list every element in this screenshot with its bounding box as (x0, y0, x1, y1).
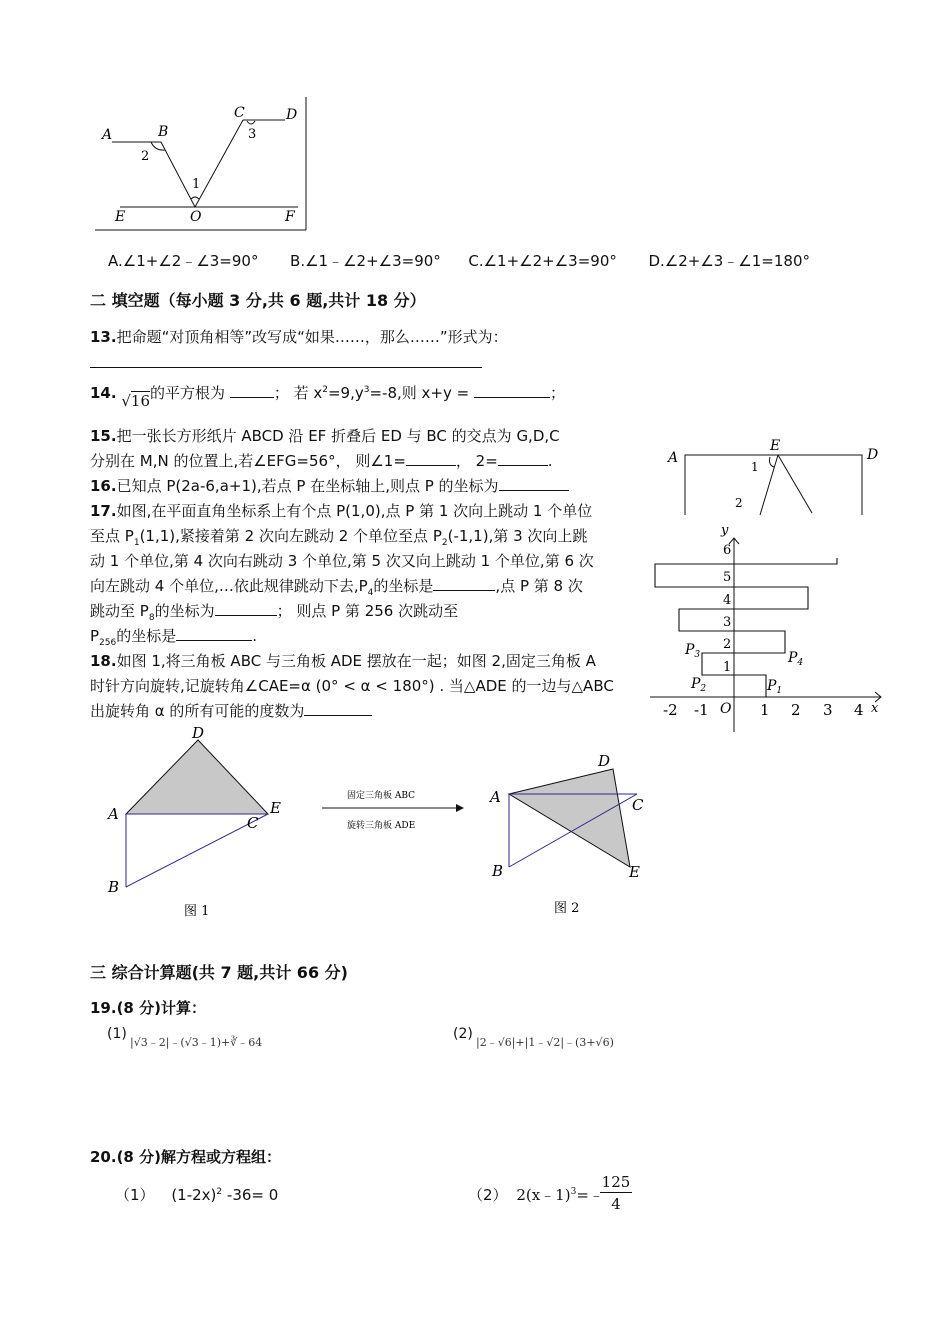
label-C: C (234, 105, 245, 121)
q17-axis-y: y (721, 523, 729, 538)
q19-part2-label: (2) (453, 1026, 473, 1042)
q17-text5b: 的坐标为 (154, 602, 215, 620)
q14-sup3: 3 (363, 385, 370, 395)
q13-text: 把命题“对顶角相等”改写成“如果……，那么……”形式为： (116, 328, 508, 346)
q12-figure (95, 95, 315, 235)
q20-expr2-sup: 3 (570, 1187, 577, 1197)
q17-label-P1: $P_1$ (767, 678, 783, 696)
q14-blank1 (230, 383, 274, 398)
q15-figure (660, 435, 890, 515)
label-D: D (286, 107, 298, 123)
q17-text6a: P (90, 627, 100, 645)
q15-label-E: E (770, 438, 781, 454)
q17-ytick-2: 2 (723, 637, 732, 652)
fig1-caption: 图 1 (184, 904, 210, 919)
q15-line1 (90, 424, 560, 448)
q14 (90, 378, 565, 410)
q17-axis-x: x (871, 701, 879, 716)
q14-t2: ； 若 x (273, 384, 323, 402)
q19-part1-label: (1) (107, 1026, 127, 1042)
q20-part1 (115, 1184, 278, 1205)
sqrt-icon: √ (121, 392, 131, 410)
q13 (90, 325, 508, 349)
q17-text2c: (-1,1),第 3 次向上跳 (447, 527, 588, 545)
q19-title: 19.(8 分)计算： (90, 999, 206, 1017)
q14-radicand: 16 (130, 392, 151, 410)
arrow-label-top: 固定三角板 ABC (347, 791, 416, 801)
q17-text2a: 至点 P (90, 527, 134, 545)
q17-label-P3: $P_3$ (685, 642, 701, 660)
q17-ytick-3: 3 (723, 615, 732, 630)
q18-line2: 时针方向旋转,记旋转角∠CAE=α (0° < α < 180°) . 当△ADE 的一边与△ABC (90, 677, 614, 695)
q17-line1 (90, 499, 592, 523)
q20-numerator: 125 (601, 1173, 631, 1191)
q17-xtick-1: 1 (760, 701, 770, 719)
q14-t3: =9,y (327, 384, 364, 402)
q15-label-D: D (867, 447, 879, 463)
q20-denominator: 4 (611, 1195, 621, 1213)
q18-text3: 出旋转角 α 的所有可能的度数为 (90, 702, 305, 720)
q12-option-d: D.∠2+∠3﹣∠1=180° (648, 252, 810, 270)
q17-sub256: 256 (99, 638, 117, 648)
q20-fraction (600, 1172, 632, 1215)
label-B: B (158, 124, 169, 140)
q17-xtick-3: 3 (823, 701, 833, 719)
q14-t4: =-8,则 x+y = (369, 384, 470, 402)
label-angle2: 2 (141, 149, 150, 164)
q17-ytick-1: 1 (723, 660, 732, 675)
fig2-label-A: A (490, 788, 501, 806)
q17-xtick-m1: -1 (694, 701, 709, 719)
q15-text2a: 分别在 M,N 的位置上,若∠EFG=56°， 则∠1= (90, 452, 406, 470)
fig1-label-D: D (192, 724, 205, 742)
q14-blank2 (474, 383, 550, 398)
q17-xtick-2: 2 (791, 701, 801, 719)
q14-sqrt (121, 392, 150, 410)
q15-line2 (90, 449, 553, 473)
q17-ytick-4: 4 (723, 593, 732, 608)
q18-num: 18. (90, 652, 117, 670)
q17-blank1 (433, 576, 495, 591)
q15-label-A: A (668, 450, 679, 466)
q20-expr2a: 2(x﹣1) (516, 1186, 571, 1204)
q12-options (108, 250, 810, 271)
q14-sup2: 2 (322, 385, 328, 395)
q18-blank (304, 701, 372, 716)
q17-sub8: 8 (148, 613, 155, 623)
label-angle3: 3 (248, 127, 257, 142)
q17-text5a: 跳动至 P (90, 602, 149, 620)
q16 (90, 474, 569, 498)
fig1-label-E: E (270, 799, 281, 817)
q17-ytick-6: 6 (723, 543, 732, 558)
q14-t5: ； (549, 384, 565, 402)
q20-title: 20.(8 分)解方程或方程组： (90, 1148, 281, 1166)
q17-label-P2: $P_2$ (691, 676, 707, 694)
q14-t1: 的平方根为 (150, 384, 226, 402)
q13-num: 13. (90, 328, 117, 346)
label-O: O (190, 209, 202, 225)
section2-title: 二 填空题（每小题 3 分,共 6 题,共计 18 分） (90, 291, 426, 310)
q15-num: 15. (90, 427, 117, 445)
q17-sub2: 2 (441, 538, 448, 548)
q15-text1: 把一张长方形纸片 ABCD 沿 EF 折叠后 ED 与 BC 的交点为 G,D,C (116, 427, 560, 445)
q17-xtick-4: 4 (854, 701, 864, 719)
q20-expr1a: (1-2x) (171, 1186, 217, 1204)
q17-figure (645, 520, 890, 735)
q15-text2b: ， 2= (455, 452, 498, 470)
q20-expr2b: =﹣ (576, 1186, 604, 1204)
q12-option-b: B.∠1﹣∠2+∠3=90° (290, 252, 441, 270)
q17-text4a: 向左跳动 4 个单位,…依此规律跳动下去,P (90, 577, 368, 595)
q20-expr1-sup: 2 (216, 1187, 223, 1197)
q18-line1 (90, 649, 596, 673)
q17-text1: 如图,在平面直角坐标系上有个点 P(1,0),点 P 第 1 次向上跳动 1 个单位 (116, 502, 593, 520)
q15-label-2: 2 (735, 496, 743, 510)
q17-text5c: ； 则点 P 第 256 次跳动至 (276, 602, 459, 620)
arrow-right-icon (456, 804, 464, 812)
label-F: F (285, 209, 295, 225)
q20-part2 (468, 1184, 604, 1205)
arrow-label-bottom: 旋转三角板 ADE (347, 821, 416, 831)
q19-expr2: |2﹣√6|+|1﹣√2|﹣(3+√6) (476, 1036, 614, 1049)
q16-blank (499, 476, 569, 491)
q17-text4c: ,点 P 第 8 次 (495, 577, 583, 595)
q18-line3 (90, 699, 372, 723)
q17-text4b: 的坐标是 (373, 577, 434, 595)
q16-text: 已知点 P(2a-6,a+1),若点 P 在坐标轴上,则点 P 的坐标为 (116, 477, 499, 495)
q17-xtick-m2: -2 (663, 701, 678, 719)
q17-sub4: 4 (367, 588, 374, 598)
q12-option-a: A.∠1+∠2﹣∠3=90° (108, 252, 259, 270)
fig2-label-B: B (492, 862, 504, 880)
q19-expr1: |√3﹣2|﹣(√3﹣1)+∛﹣64 (130, 1036, 263, 1049)
q17-num: 17. (90, 502, 117, 520)
label-angle1: 1 (192, 177, 201, 192)
q17-sub1: 1 (133, 538, 140, 548)
q17-origin: O (720, 701, 732, 717)
q13-answer-blank (90, 367, 482, 368)
fig2-label-D: D (598, 752, 611, 770)
q20-expr2 (516, 1186, 604, 1204)
q17-ytick-5: 5 (723, 570, 732, 585)
q14-num: 14. (90, 384, 117, 402)
q17-label-P4: $P_4$ (788, 650, 804, 668)
q16-num: 16. (90, 477, 117, 495)
fig2-label-E: E (629, 863, 640, 881)
q15-text2c: . (547, 452, 553, 470)
q20-part2-label: （2） (468, 1186, 508, 1204)
q15-blank2 (498, 451, 548, 466)
q12-option-c: C.∠1+∠2+∠3=90° (468, 252, 617, 270)
q17-text6c: . (252, 627, 258, 645)
q17-text6b: 的坐标是 (116, 627, 177, 645)
q15-label-1: 1 (751, 460, 759, 474)
q15-blank1 (406, 451, 456, 466)
section3-title: 三 综合计算题(共 7 题,共计 66 分) (90, 963, 348, 982)
q17-blank2 (215, 601, 277, 616)
fig2-label-C: C (632, 796, 644, 814)
q18-figures (100, 722, 660, 922)
fig1-label-A: A (108, 805, 119, 823)
label-A: A (102, 127, 113, 143)
fig2-caption: 图 2 (554, 901, 580, 916)
q17-text2b: (1,1),紧接着第 2 次向左跳动 2 个单位至点 P (139, 527, 442, 545)
fig1-label-C: C (247, 814, 259, 832)
q18-text1: 如图 1,将三角板 ABC 与三角板 ADE 摆放在一起；如图 2,固定三角板 A (116, 652, 596, 670)
fig1-label-B: B (108, 878, 120, 896)
label-E: E (115, 209, 126, 225)
q17-blank3 (176, 626, 252, 641)
q17-line3: 动 1 个单位,第 4 次向右跳动 3 个单位,第 5 次又向上跳动 1 个单位,第 6 次 (90, 552, 594, 570)
q20-part1-label: （1） (115, 1186, 155, 1204)
q20-expr1b: -36= 0 (222, 1186, 279, 1204)
